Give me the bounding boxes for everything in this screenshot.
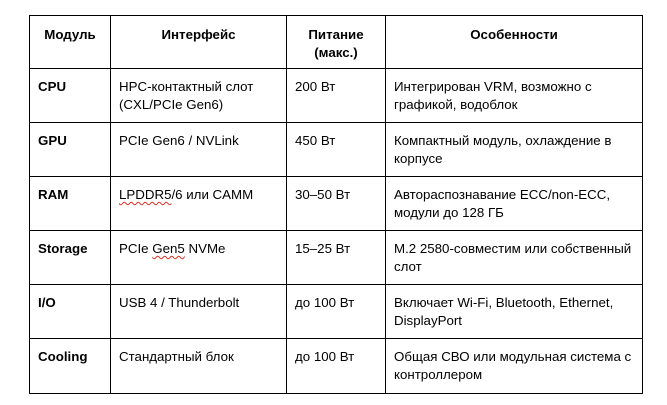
- table-row: [30, 69, 643, 123]
- header-row: [30, 16, 643, 69]
- cell-power: 30–50 Вт: [287, 177, 386, 231]
- cell-module: Storage: [30, 231, 111, 285]
- cell-interface-text: /6 или CAMM: [171, 187, 254, 202]
- cell-features: Компактный модуль, охлаждение в корпусе: [386, 123, 643, 177]
- cell-interface-text: NVMe: [184, 241, 226, 256]
- cell-interface: [111, 177, 287, 231]
- cell-interface: Стандартный блок: [111, 339, 287, 394]
- spellcheck-flagged-word[interactable]: Gen5: [152, 241, 185, 256]
- table-row: [30, 285, 643, 339]
- header-power: [287, 16, 386, 69]
- header-power-line1: Питание: [308, 27, 364, 42]
- header-power-line2: (макс.): [314, 45, 358, 60]
- cell-interface: HPC-контактный слот (CXL/PCIe Gen6): [111, 69, 287, 123]
- cell-power: до 100 Вт: [287, 285, 386, 339]
- header-interface: Интерфейс: [111, 16, 287, 69]
- table-row: [30, 123, 643, 177]
- cell-module: Cooling: [30, 339, 111, 394]
- cell-power: 450 Вт: [287, 123, 386, 177]
- cell-module: I/O: [30, 285, 111, 339]
- cell-module: GPU: [30, 123, 111, 177]
- header-features: Особенности: [386, 16, 643, 69]
- cell-features: M.2 2580-совместим или собственный слот: [386, 231, 643, 285]
- cell-module: CPU: [30, 69, 111, 123]
- cell-interface: [111, 231, 287, 285]
- spec-table: [29, 15, 643, 394]
- cell-interface: PCIe Gen6 / NVLink: [111, 123, 287, 177]
- cell-power: 15–25 Вт: [287, 231, 386, 285]
- table-row: [30, 177, 643, 231]
- spellcheck-flagged-word[interactable]: LPDDR5: [119, 187, 172, 202]
- header-module: Модуль: [30, 16, 111, 69]
- cell-interface: USB 4 / Thunderbolt: [111, 285, 287, 339]
- cell-module: RAM: [30, 177, 111, 231]
- cell-features: Интегрирован VRM, возможно с графикой, водоблок: [386, 69, 643, 123]
- table-row: [30, 339, 643, 394]
- cell-power: 200 Вт: [287, 69, 386, 123]
- cell-power: до 100 Вт: [287, 339, 386, 394]
- cell-interface-text: PCIe: [119, 241, 153, 256]
- cell-features: Включает Wi-Fi, Bluetooth, Ethernet, DisplayPort: [386, 285, 643, 339]
- table-row: [30, 231, 643, 285]
- cell-features: Автораспознавание ECC/non-ECC, модули до 128 ГБ: [386, 177, 643, 231]
- cell-features: Общая СВО или модульная система с контроллером: [386, 339, 643, 394]
